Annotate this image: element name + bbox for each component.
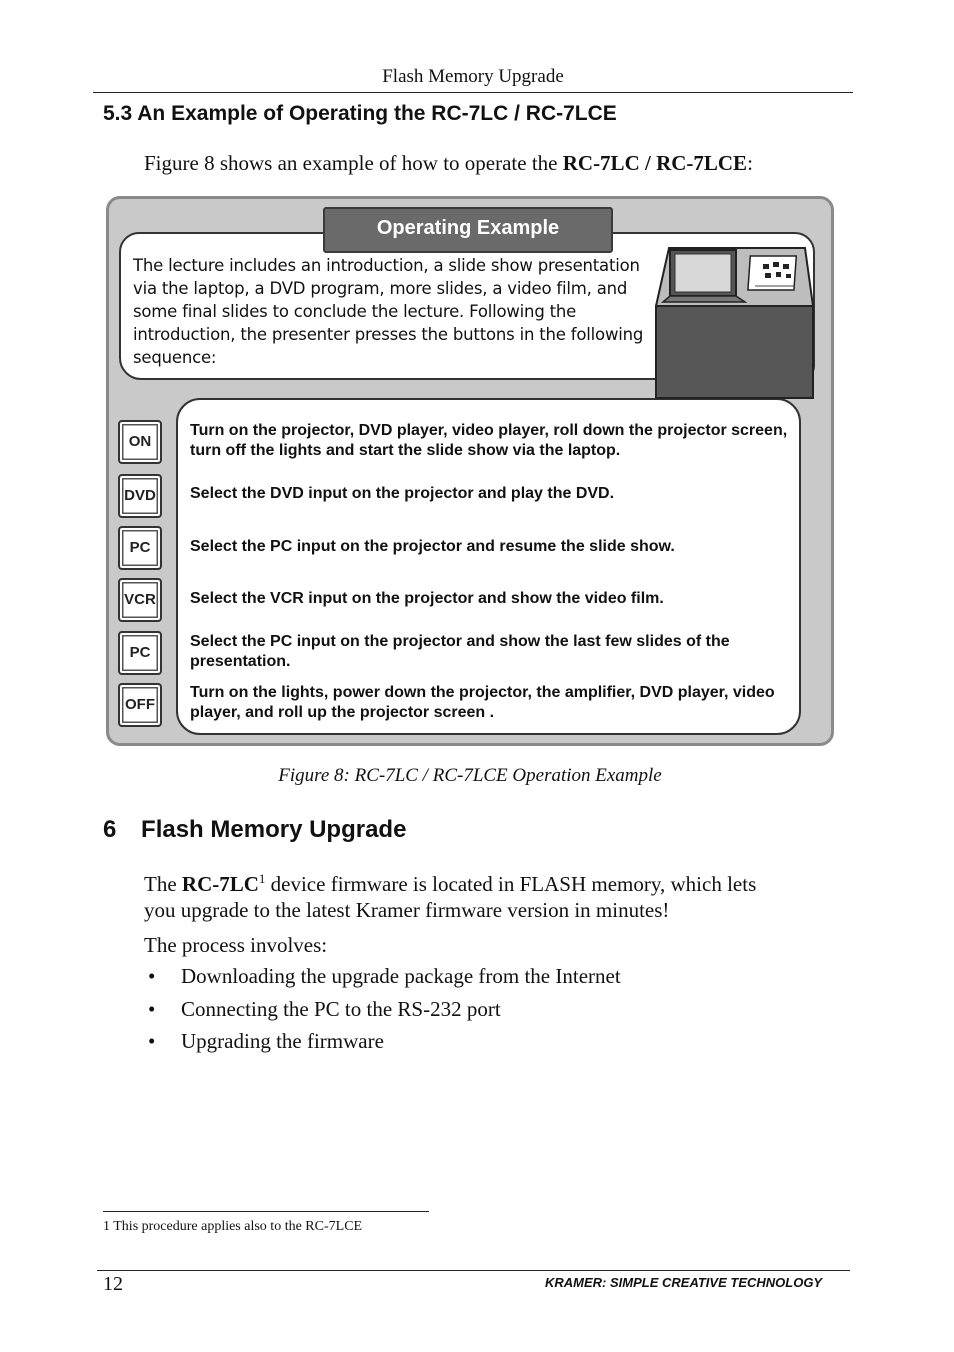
section-5-3-heading — [103, 102, 617, 126]
figure-caption: Figure 8: RC-7LC / RC-7LCE Operation Example — [278, 765, 662, 786]
intro-text-pre: Figure 8 shows an example of how to operate the — [144, 151, 563, 175]
footnote-ref: 1 — [258, 871, 266, 886]
page-number: 12 — [103, 1273, 123, 1295]
list-item — [144, 1028, 621, 1061]
para-line-1: device firmware is located in FLASH memory, which lets — [265, 872, 757, 896]
footnote: 1 This procedure applies also to the RC-7LCE — [103, 1219, 363, 1234]
figure-intro-text: The lecture includes an introduction, a slide show presentation via the laptop, a DVD program, more slides, a video film, and some final slides to conclude the lecture. Following the introduction, the presenter presses the buttons in the following sequence: — [133, 256, 644, 367]
list-item — [144, 996, 621, 1029]
footer-brand: KRAMER: SIMPLE CREATIVE TECHNOLOGY — [545, 1275, 823, 1290]
running-header-title: Flash Memory Upgrade — [382, 66, 564, 87]
process-bullet-list — [144, 963, 621, 1061]
section-6-paragraph — [144, 866, 756, 923]
section-6-paragraph-line-1 — [144, 866, 756, 897]
list-item-text: Downloading the upgrade package from the Internet — [181, 964, 621, 988]
section-5-3-intro — [144, 150, 753, 176]
lectern-laptop-illustration — [655, 246, 817, 400]
step-text-vcr: Select the VCR input on the projector and show the video film. — [190, 590, 664, 607]
section-6-paragraph-line-2: you upgrade to the latest Kramer firmware version in minutes! — [144, 898, 670, 922]
step-text-off: Turn on the lights, power down the projector, the amplifier, DVD player, video player, and roll up the projector screen . — [190, 684, 775, 721]
step-text-pc: Select the PC input on the projector and resume the slide show. — [190, 538, 675, 555]
footnote-rule — [103, 1211, 429, 1212]
bullet-glyph: • — [148, 1029, 156, 1053]
list-item-text: Upgrading the firmware — [181, 1029, 384, 1053]
para-model: RC-7LC — [181, 872, 259, 896]
figure-title: Operating Example — [323, 207, 613, 253]
step-text-dvd: Select the DVD input on the projector and play the DVD. — [190, 485, 615, 502]
step-button-vcr: VCR — [118, 578, 162, 622]
intro-text-post: : — [747, 151, 753, 175]
section-6-title: Flash Memory Upgrade — [141, 816, 407, 843]
bullet-glyph: • — [148, 996, 156, 1021]
step-button-on: ON — [118, 420, 162, 464]
bullet-glyph: • — [148, 964, 156, 988]
step-button-pc: PC — [118, 526, 162, 570]
step-button-off: OFF — [118, 683, 162, 727]
intro-text-model: RC-7LC / RC-7LCE — [562, 151, 748, 175]
section-6-number: 6 — [103, 816, 117, 843]
step-text-pc-2: Select the PC input on the projector and show the last few slides of the presentation. — [190, 633, 730, 670]
process-intro: The process involves: — [144, 933, 328, 957]
list-item — [144, 963, 621, 996]
footer-rule — [97, 1270, 850, 1271]
running-header — [93, 64, 853, 93]
para-pre: The — [144, 872, 182, 896]
list-item-text: Connecting the PC to the RS-232 port — [181, 996, 501, 1021]
step-text-on: Turn on the projector, DVD player, video player, roll down the projector screen, turn off the lights and start the slide show via the laptop. — [190, 422, 788, 459]
section-5-3-title: An Example of Operating the RC-7LC / RC-7LCE — [137, 102, 617, 125]
step-button-dvd: DVD — [118, 474, 162, 518]
section-6-heading — [103, 816, 406, 844]
step-button-pc-2: PC — [118, 631, 162, 675]
section-5-3-number: 5.3 — [103, 102, 133, 125]
